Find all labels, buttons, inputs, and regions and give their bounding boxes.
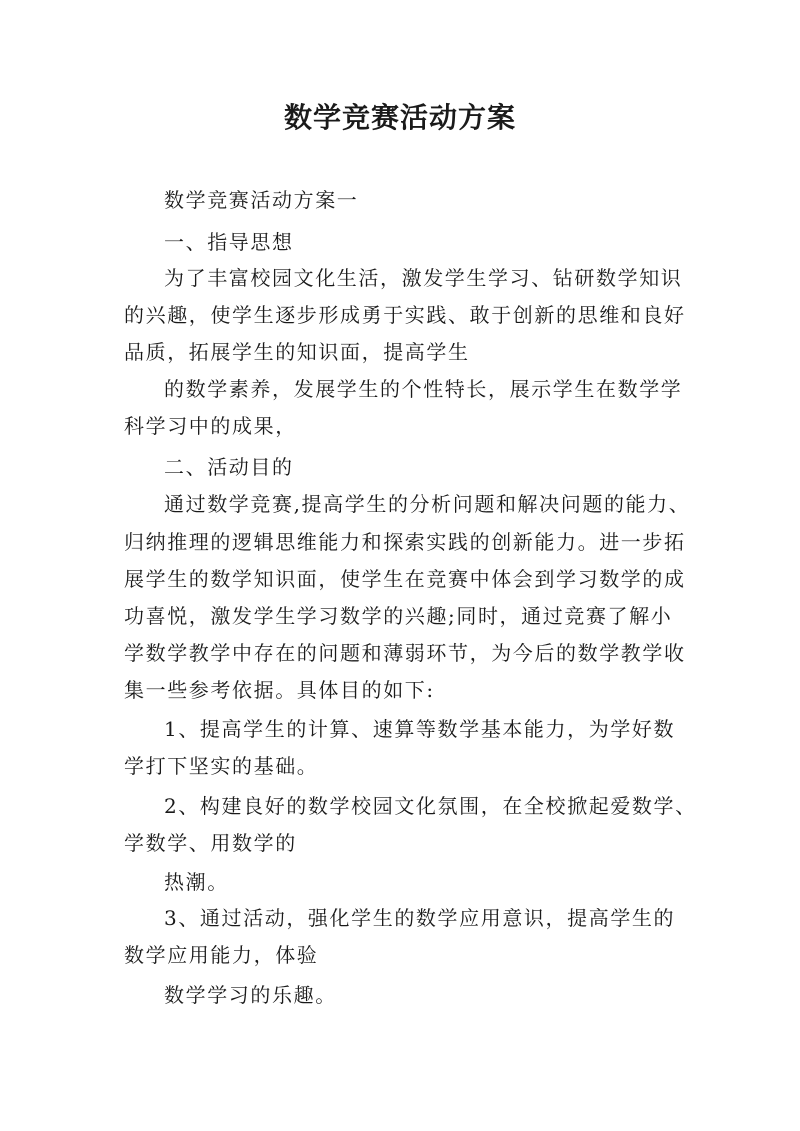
list-item-line: 3、通过活动，强化学生的数学应用意识，提高学生的 [164, 906, 676, 930]
section-heading-plan-one: 数学竞赛活动方案一 [164, 188, 359, 212]
list-item-line: 1、提高学生的计算、速算等数学基本能力，为学好数 [164, 717, 676, 741]
paragraph-line: 为了丰富校园文化生活，激发学生学习、钻研数学知识 [164, 266, 683, 290]
paragraph-line: 集一些参考依据。具体目的如下: [124, 678, 435, 702]
paragraph-line: 学数学教学中存在的问题和薄弱环节，为今后的数学教学收 [124, 641, 686, 665]
list-item-line: 热潮。 [164, 870, 229, 894]
paragraph-line: 展学生的数学知识面，使学生在竞赛中体会到学习数学的成 [124, 567, 686, 591]
list-item-line: 2、构建良好的数学校园文化氛围，在全校掀起爱数学、 [164, 794, 697, 818]
section-heading-guiding-ideology: 一、指导思想 [164, 230, 294, 254]
paragraph-line: 的兴趣，使学生逐步形成勇于实践、敢于创新的思维和良好 [124, 303, 686, 327]
paragraph-line: 通过数学竞赛,提高学生的分析问题和解决问题的能力、 [164, 492, 691, 516]
list-item-line: 学数学、用数学的 [124, 831, 297, 855]
paragraph-line: 归纳推理的逻辑思维能力和探索实践的创新能力。进一步拓 [124, 530, 686, 554]
paragraph-line: 品质，拓展学生的知识面，提高学生 [124, 340, 470, 364]
paragraph-line: 科学习中的成果， [124, 414, 297, 438]
document-title: 数学竞赛活动方案 [283, 101, 516, 134]
list-item-line: 学打下坚实的基础。 [124, 754, 319, 778]
paragraph-line: 的数学素养，发展学生的个性特长，展示学生在数学学 [164, 377, 683, 401]
paragraph-line: 功喜悦，激发学生学习数学的兴趣;同时，通过竞赛了解小 [124, 604, 673, 628]
list-item-line: 数学学习的乐趣。 [164, 983, 337, 1007]
section-heading-activity-purpose: 二、活动目的 [164, 455, 294, 479]
list-item-line: 数学应用能力，体验 [124, 943, 319, 967]
